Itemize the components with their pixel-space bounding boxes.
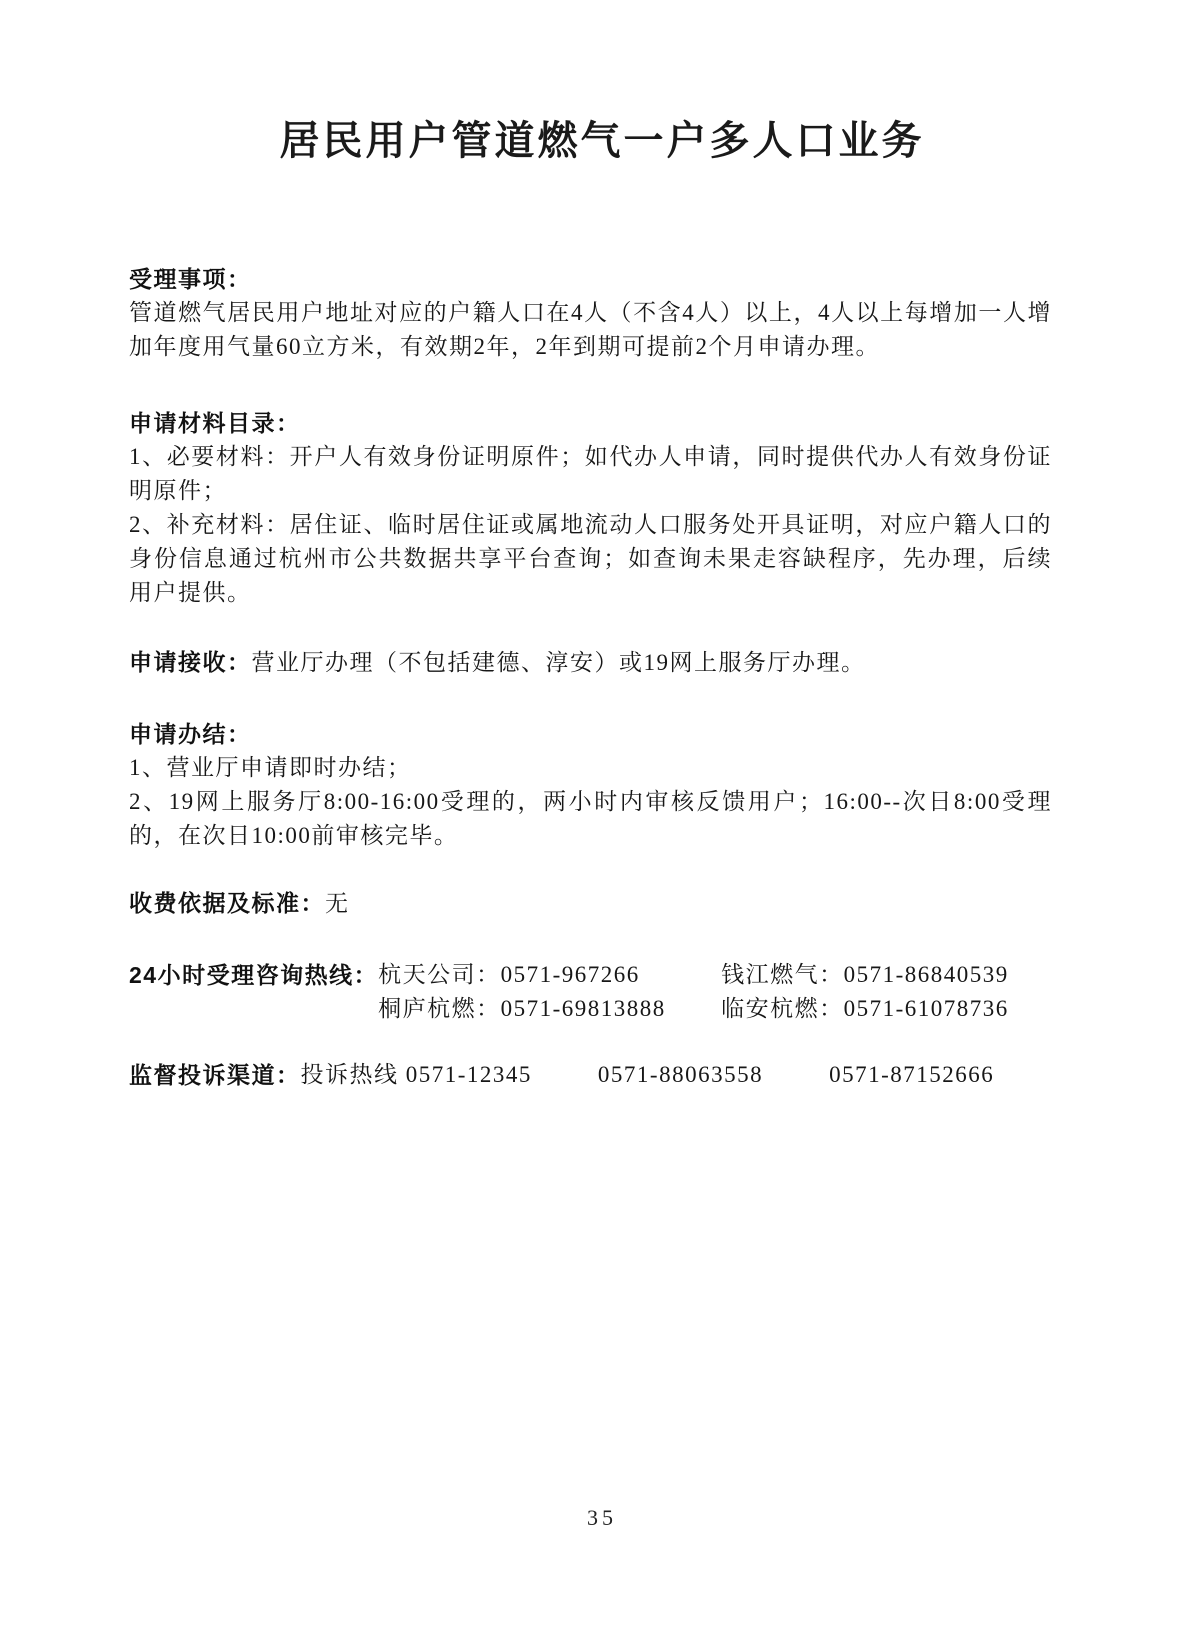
complaint-entry-1: 投诉热线 0571-12345 xyxy=(300,1062,532,1087)
section-completion-item-2: 2、19网上服务厅8:00-16:00受理的，两小时内审核反馈用户；16:00--次日8:00受理的，在次日10:00前审核完毕。 xyxy=(129,789,1052,848)
section-complaint-heading: 监督投诉渠道： xyxy=(129,1062,301,1088)
section-fees xyxy=(129,886,1052,921)
complaint-entry-2: 0571-88063558 xyxy=(597,1062,764,1087)
document-content xyxy=(129,262,1052,1092)
section-completion xyxy=(129,717,1052,853)
section-materials-item-1: 1、必要材料：开户人有效身份证明原件；如代办人申请，同时提供代办人有效身份证明原件； xyxy=(129,444,1052,503)
section-fees-heading: 收费依据及标准： xyxy=(129,890,325,916)
section-materials-item-2: 2、补充材料：居住证、临时居住证或属地流动人口服务处开具证明，对应户籍人口的身份信息通过杭州市公共数据共享平台查询；如查询未果走容缺程序，先办理，后续用户提供。 xyxy=(129,512,1052,605)
hotline-entry-linan: 临安杭燃：0571-61078736 xyxy=(721,996,1009,1021)
section-materials xyxy=(129,406,1052,610)
section-reception xyxy=(129,645,1052,680)
section-materials-heading: 申请材料目录： xyxy=(129,410,301,436)
section-acceptance xyxy=(129,262,1052,364)
section-acceptance-heading: 受理事项： xyxy=(129,266,252,292)
page-number: 35 xyxy=(587,1505,617,1530)
section-completion-item-1: 1、营业厅申请即时办结； xyxy=(129,755,412,780)
section-hotline xyxy=(129,958,1052,1026)
hotline-entry-hangtian: 杭天公司：0571-967266 xyxy=(378,962,640,987)
section-fees-body: 无 xyxy=(325,891,350,916)
section-reception-body: 营业厅办理（不包括建德、淳安）或19网上服务厅办理。 xyxy=(251,650,866,675)
section-acceptance-body: 管道燃气居民用户地址对应的户籍人口在4人（不含4人）以上，4人以上每增加一人增加年度用气量60立方米，有效期2年，2年到期可提前2个月申请办理。 xyxy=(129,300,1053,359)
section-hotline-heading: 24小时受理咨询热线： xyxy=(129,962,379,988)
page-title: 居民用户管道燃气一户多人口业务 xyxy=(279,119,925,163)
section-completion-heading: 申请办结： xyxy=(129,721,252,747)
section-reception-heading: 申请接收： xyxy=(129,649,252,675)
hotline-number-grid xyxy=(378,958,1009,1026)
hotline-entry-tonglu: 桐庐杭燃：0571-69813888 xyxy=(378,996,666,1021)
hotline-entry-qianjiang: 钱江燃气：0571-86840539 xyxy=(721,962,1009,987)
section-complaint xyxy=(129,1058,1052,1092)
complaint-entry-3: 0571-87152666 xyxy=(829,1062,995,1087)
